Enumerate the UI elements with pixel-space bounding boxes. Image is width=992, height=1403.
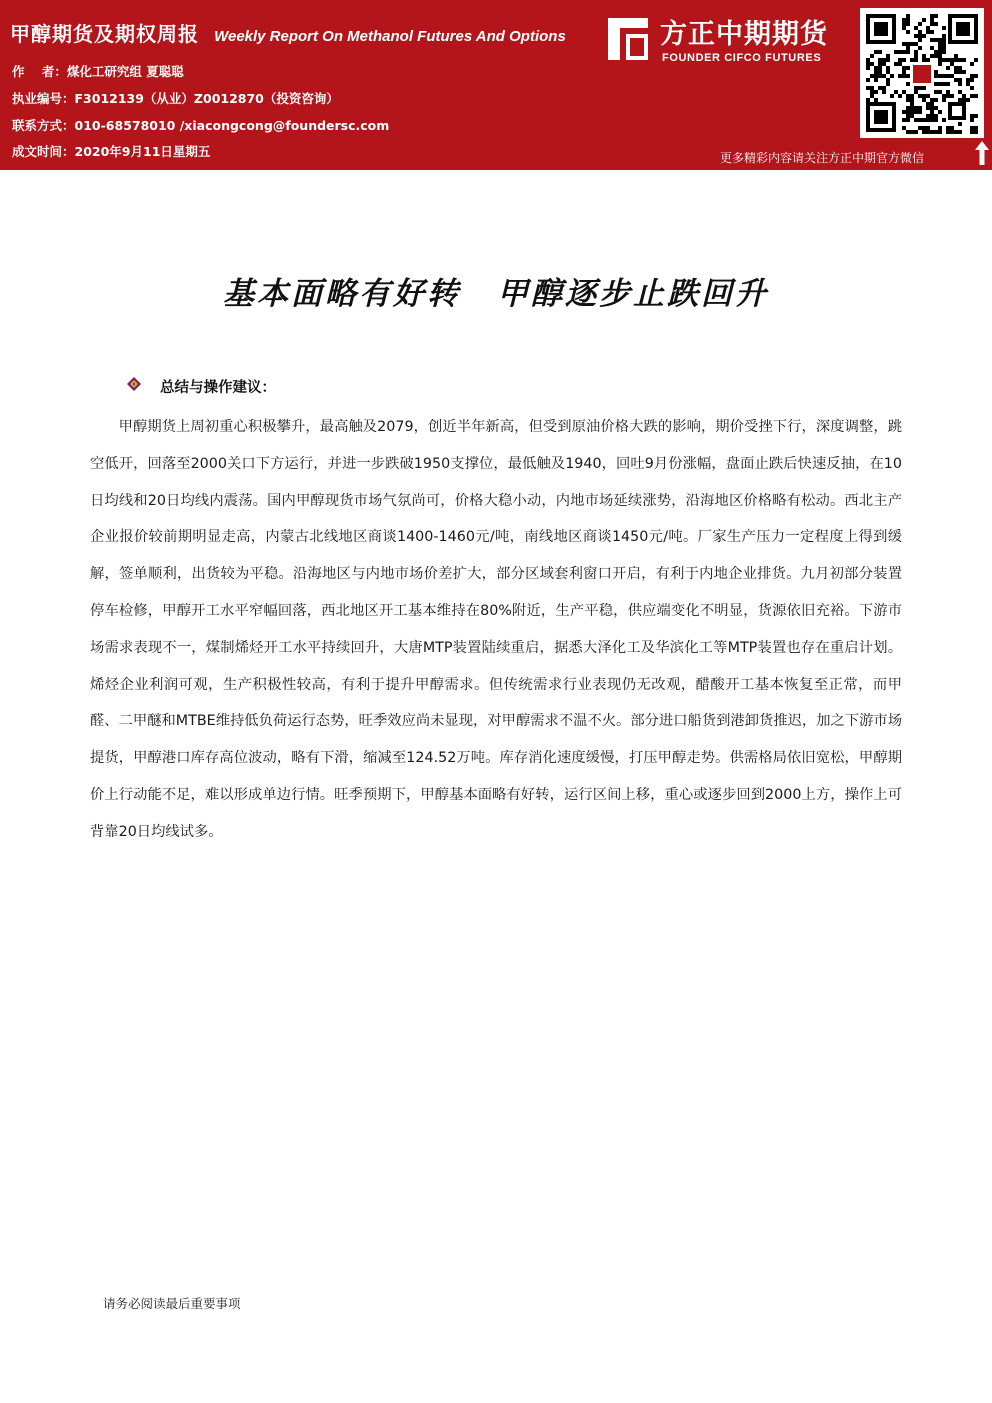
founder-logo-icon	[604, 14, 652, 64]
up-arrow-icon	[974, 140, 990, 166]
author-label: 作 者：	[12, 64, 67, 79]
author-line	[12, 62, 184, 80]
document-title	[0, 268, 992, 313]
brand-logo	[604, 12, 858, 72]
report-title-row	[10, 18, 566, 47]
license-value: F3012139（从业）Z0012870（投资咨询）	[74, 91, 339, 106]
section-heading	[124, 376, 276, 397]
license-line	[12, 89, 339, 107]
report-header	[0, 0, 992, 170]
section-heading-text: 总结与操作建议：	[160, 380, 276, 396]
date-line	[12, 142, 210, 160]
document-title-part1: 基本面略有好转	[223, 276, 461, 312]
qr-code-icon[interactable]	[860, 8, 984, 138]
summary-paragraph: 甲醇期货上周初重心积极攀升，最高触及2079，创近半年新高，但受到原油价格大跌的影响，期价受挫下行，深度调整，跳空低开，回落至2000关口下方运行，并进一步跌破1950支撑位，最低触及1940，回吐9月份涨幅，盘面止跌后快速反抽，在10日均线和20日均线内震荡。国内甲醇现货市场气氛尚可，价格大稳小动，内地市场延续涨势，沿海地区价格略有松动。西北主产企业报价较前期明显走高，内蒙古北线地区商谈1400-1460元/吨，南线地区商谈1450元/吨。厂家生产压力一定程度上得到缓解，签单顺利，出货较为平稳。沿海地区与内地市场价差扩大，部分区域套利窗口开启，有利于内地企业排货。九月初部分装置停车检修，甲醇开工水平窄幅回落，西北地区开工基本维持在80%附近，生产平稳，供应端变化不明显，货源依旧充裕。下游市场需求表现不一，煤制烯烃开工水平持续回升，大唐MTP装置陆续重启，据悉大泽化工及华滨化工等MTP装置也存在重启计划。烯烃企业利润可观，生产积极性较高，有利于提升甲醇需求。但传统需求行业表现仍无改观，醋酸开工基本恢复至正常，而甲醛、二甲醚和MTBE维持低负荷运行态势，旺季效应尚未显现，对甲醇需求不温不火。部分进口船货到港卸货推迟，加之下游市场提货，甲醇港口库存高位波动，略有下滑，缩减至124.52万吨。库存消化速度缓慢，打压甲醇走势。供需格局依旧宽松，甲醇期价上行动能不足，难以形成单边行情。旺季预期下，甲醇基本面略有好转，运行区间上移，重心或逐步回到2000上方，操作上可背靠20日均线试多。	[90, 419, 902, 840]
document-title-part2: 甲醇逐步止跌回升	[497, 276, 769, 312]
date-label: 成文时间：	[12, 144, 75, 159]
date-value: 2020年9月11日星期五	[74, 144, 211, 159]
contact-line	[12, 116, 389, 134]
brand-name-en: FOUNDER CIFCO FUTURES	[662, 52, 822, 64]
license-label: 执业编号：	[12, 91, 75, 106]
report-title-cn: 甲醇期货及期权周报	[10, 22, 199, 46]
footer-disclaimer-note: 请务必阅读最后重要事项	[103, 1296, 241, 1311]
report-title-en: Weekly Report On Methanol Futures And Options	[214, 28, 566, 45]
contact-value[interactable]: 010-68578010 /xiacongcong@foundersc.com	[74, 118, 390, 133]
follow-wechat-text: 更多精彩内容请关注方正中期官方微信	[720, 151, 925, 165]
brand-name-cn: 方正中期期货	[660, 19, 828, 50]
contact-label: 联系方式：	[12, 118, 75, 133]
author-value: 煤化工研究组 夏聪聪	[66, 64, 184, 79]
